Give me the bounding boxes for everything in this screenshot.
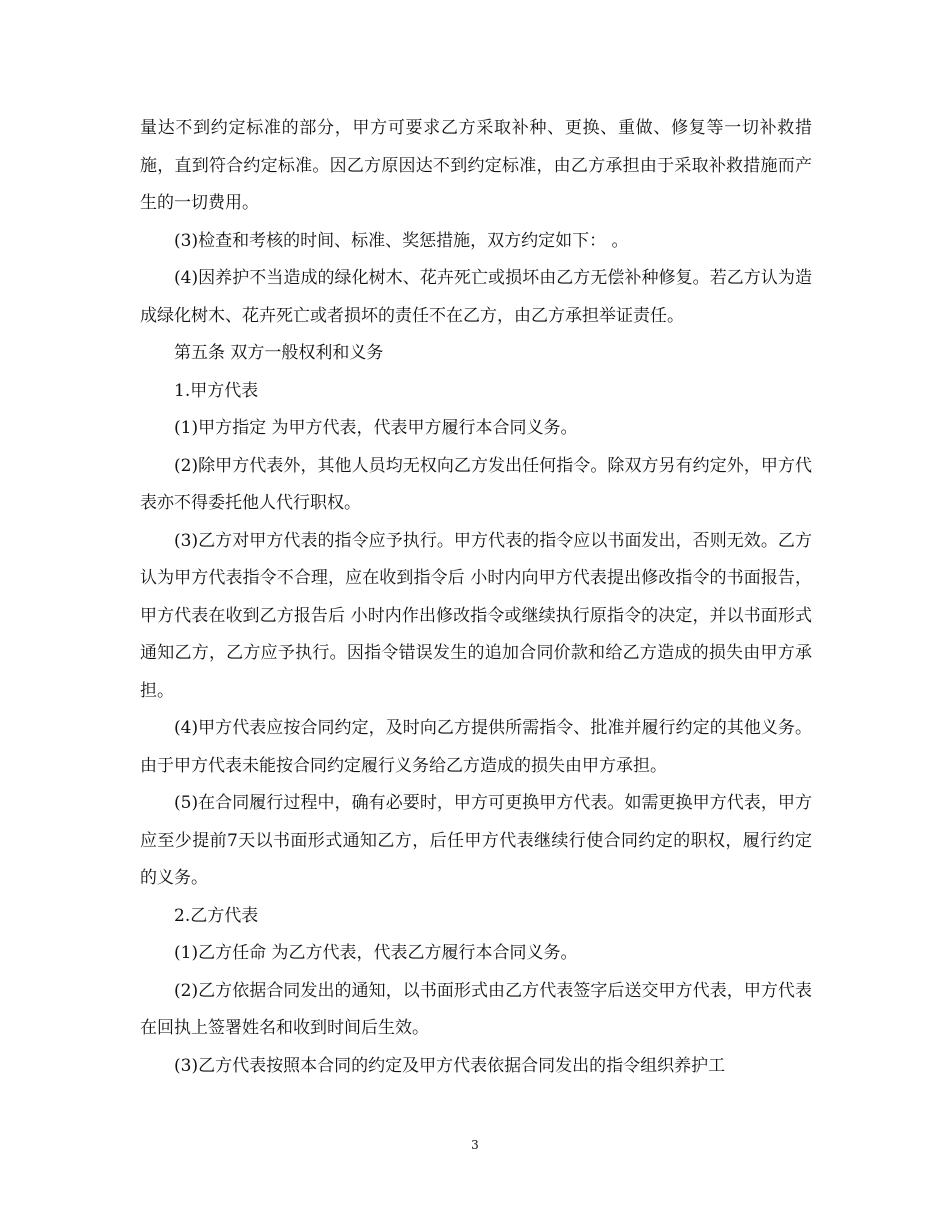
paragraph-quality-remedy: 量达不到约定标准的部分，甲方可要求乙方采取补种、更换、重做、修复等一切补救措施，直到符合约定标准。因乙方原因达不到约定标准，由乙方承担由于采取补救措施而产生的一切费用。 bbox=[140, 118, 812, 213]
paragraph-inspection-terms: (3)检查和考核的时间、标准、奖惩措施，双方约定如下： 。 bbox=[174, 230, 629, 251]
document-body bbox=[140, 110, 812, 1085]
subheading-party-a-representative: 1.甲方代表 bbox=[174, 380, 259, 401]
paragraph-instruction-authority: (2)除甲方代表外，其他人员均无权向乙方发出任何指令。除双方另有约定外，甲方代表亦不得委托他人代行职权。 bbox=[140, 455, 812, 513]
subheading-party-b-representative: 2.乙方代表 bbox=[174, 905, 259, 926]
page-number: 3 bbox=[471, 1138, 479, 1152]
paragraph-maintenance-organization: (3)乙方代表按照本合同的约定及甲方代表依据合同发出的指令组织养护工 bbox=[174, 1055, 726, 1076]
paragraph-representative-duties: (4)甲方代表应按合同约定，及时向乙方提供所需指令、批准并履行约定的其他义务。由于甲方代表未能按合同约定履行义务给乙方造成的损失由甲方承担。 bbox=[140, 718, 812, 776]
paragraph-party-a-appointment: (1)甲方指定 为甲方代表，代表甲方履行本合同义务。 bbox=[174, 418, 578, 438]
paragraph-maintenance-liability: (4)因养护不当造成的绿化树木、花卉死亡或损坏由乙方无偿补种修复。若乙方认为造成绿化树木、花卉死亡或者损坏的责任不在乙方，由乙方承担举证责任。 bbox=[140, 268, 812, 326]
paragraph-party-b-appointment: (1)乙方任命 为乙方代表，代表乙方履行本合同义务。 bbox=[174, 943, 578, 963]
paragraph-representative-replacement: (5)在合同履行过程中，确有必要时，甲方可更换甲方代表。如需更换甲方代表，甲方应至少提前7天以书面形式通知乙方，后任甲方代表继续行使合同约定的职权，履行约定的义务。 bbox=[140, 793, 812, 888]
section-heading-article-5: 第五条 双方一般权利和义务 bbox=[174, 343, 384, 363]
paragraph-instruction-execution: (3)乙方对甲方代表的指令应予执行。甲方代表的指令应以书面发出，否则无效。乙方认为甲方代表指令不合理，应在收到指令后 小时内向甲方代表提出修改指令的书面报告，甲方代表在收到乙方报告后 小时内作出修改指令或继续执行原指令的决定，并以书面形式通知乙方，乙方应予执行。因指令错误发生的追加合同价款和给乙方造成的损失由甲方承担。 bbox=[140, 530, 812, 701]
paragraph-notice-procedure: (2)乙方依据合同发出的通知，以书面形式由乙方代表签字后送交甲方代表，甲方代表在回执上签署姓名和收到时间后生效。 bbox=[140, 980, 812, 1038]
